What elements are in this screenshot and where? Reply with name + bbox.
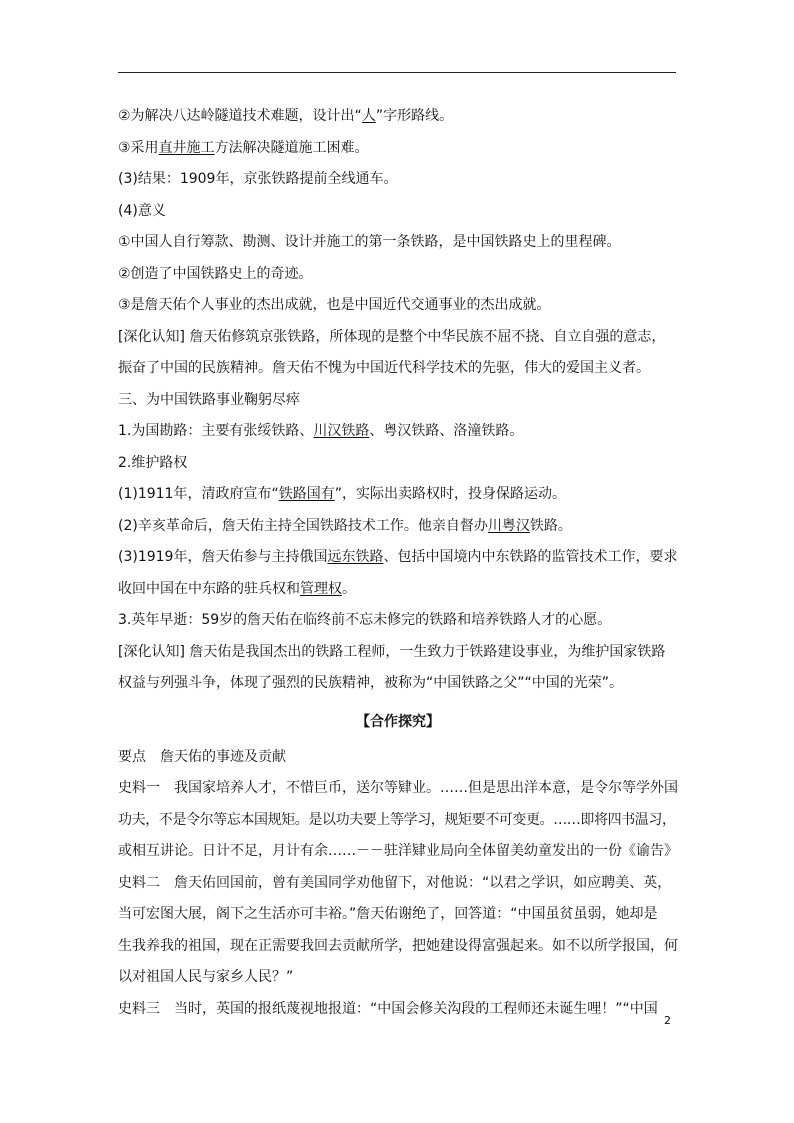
text-line [118, 511, 678, 543]
text-segment: 铁路。 [529, 517, 572, 534]
text-line [118, 542, 678, 574]
text-line [118, 101, 678, 133]
text-segment: 或相互讲论。日计不足，月计有余……－－驻洋肄业局向全体留美幼童发出的一份《谕告》 [118, 843, 678, 859]
text-line [118, 805, 678, 837]
text-line [118, 196, 678, 228]
header-rule [118, 72, 676, 73]
text-line [118, 605, 678, 637]
text-segment: (3)结果：1909年，京张铁路提前全线通车。 [118, 171, 398, 187]
text-line [118, 385, 678, 417]
text-segment: 。 [342, 580, 356, 597]
text-line [118, 133, 678, 165]
text-segment: ③采用 [118, 139, 159, 156]
text-line [118, 574, 678, 606]
text-segment: 三、为中国铁路事业鞠躬尽瘁 [118, 391, 300, 408]
text-line [118, 994, 678, 1026]
text-segment: (1)1911年，清政府宣布“ [118, 486, 279, 502]
text-segment: (2)辛亥革命后，詹天佑主持全国铁路技术工作。他亲自督办 [118, 517, 488, 534]
text-line [118, 931, 678, 963]
underlined-term: 川粤汉 [487, 517, 530, 534]
text-line [118, 742, 678, 774]
text-segment: 、粤汉铁路、洛潼铁路。 [369, 423, 524, 439]
text-segment: ②为解决八达岭隧道技术难题，设计出“ [118, 108, 362, 124]
text-line [118, 962, 678, 994]
text-line [118, 899, 678, 931]
text-segment: 当可宏图大展，阁下之生活亦可丰裕。”詹天佑谢绝了，回答道：“中国虽贫虽弱，她却是 [118, 906, 658, 922]
text-segment: 生我养我的祖国，现在正需要我回去贡献所学，把她建设得富强起来。如不以所学报国，何 [118, 937, 678, 954]
text-line [118, 322, 678, 354]
text-segment: ”字形路线。 [375, 108, 454, 124]
text-segment: 收回中国在中东路的驻兵权和 [118, 580, 300, 597]
underlined-term: 川汉铁路 [313, 423, 370, 439]
text-segment: 1.为国勘路：主要有张绥铁路、 [118, 423, 314, 439]
text-segment: ③是詹天佑个人事业的杰出成就，也是中国近代交通事业的杰出成就。 [118, 297, 551, 313]
body-text-part-2 [118, 742, 678, 1026]
text-line [118, 868, 678, 900]
text-line [118, 448, 678, 480]
text-segment: 要点 詹天佑的事迹及贡献 [118, 748, 286, 765]
text-line [118, 164, 678, 196]
underlined-term: 直井施工 [158, 139, 215, 156]
text-segment: [深化认知] 詹天佑修筑京张铁路，所体现的是整个中华民族不屈不挠、自立自强的意志， [118, 328, 666, 345]
text-segment: (3)1919年，詹天佑参与主持俄国 [118, 549, 328, 565]
text-line [118, 416, 678, 448]
body-text-part-1 [118, 101, 678, 700]
text-line [118, 773, 678, 805]
text-segment: 权益与列强斗争，体现了强烈的民族精神，被称为“中国铁路之父”“中国的光荣”。 [118, 675, 624, 691]
text-segment: (4)意义 [118, 202, 166, 219]
text-segment: 方法解决隧道施工困难。 [214, 139, 369, 156]
underlined-term: 远东铁路 [327, 549, 384, 565]
text-segment: 2.维护路权 [118, 454, 188, 471]
text-line [118, 259, 678, 291]
text-segment: 以对祖国人民与家乡人民？” [118, 969, 294, 985]
page-number: 2 [664, 1014, 671, 1027]
text-segment: 史料一 我国家培养人才，不惜巨币，送尔等肄业。……但是思出洋本意，是令尔等学外国 [118, 780, 678, 796]
text-segment: 史料二 詹天佑回国前，曾有美国同学劝他留下，对他说：“以君之学识，如应聘美、英， [118, 874, 672, 891]
text-line [118, 479, 678, 511]
text-segment: [深化认知] 詹天佑是我国杰出的铁路工程师，一生致力于铁路建设事业，为维护国家铁路 [118, 643, 666, 660]
text-line [118, 836, 678, 868]
text-line [118, 637, 678, 669]
text-line [118, 353, 678, 385]
section-heading: 【合作探究】 [356, 713, 440, 730]
underlined-term: 管理权 [300, 580, 342, 597]
text-segment: ②创造了中国铁路史上的奇迹。 [118, 265, 313, 282]
text-line [118, 227, 678, 259]
text-segment: 史料三 当时，英国的报纸蔑视地报道：“中国会修关沟段的工程师还未诞生哩！”“中国 [118, 1000, 658, 1017]
page-content [118, 101, 678, 1025]
text-segment: 振奋了中国的民族精神。詹天佑不愧为中国近代科学技术的先驱，伟大的爱国主义者。 [118, 360, 650, 376]
text-segment: 、包括中国境内中东铁路的监管技术工作，要求 [383, 549, 678, 565]
underlined-term: 铁路国有 [278, 486, 335, 502]
text-line [118, 290, 678, 322]
underlined-term: 人 [361, 108, 376, 124]
text-line [118, 668, 678, 700]
text-segment: ①中国人自行筹款、勘测、设计并施工的第一条铁路，是中国铁路史上的里程碑。 [118, 234, 621, 250]
text-segment: 3.英年早逝：59岁的詹天佑在临终前不忘未修完的铁路和培养铁路人才的心愿。 [118, 612, 612, 628]
text-segment: 功夫，不是令尔等忘本国规矩。是以功夫要上等学习，规矩要不可变更。……即将四书温习， [118, 811, 676, 828]
text-segment: ”，实际出卖路权时，投身保路运动。 [334, 486, 566, 502]
